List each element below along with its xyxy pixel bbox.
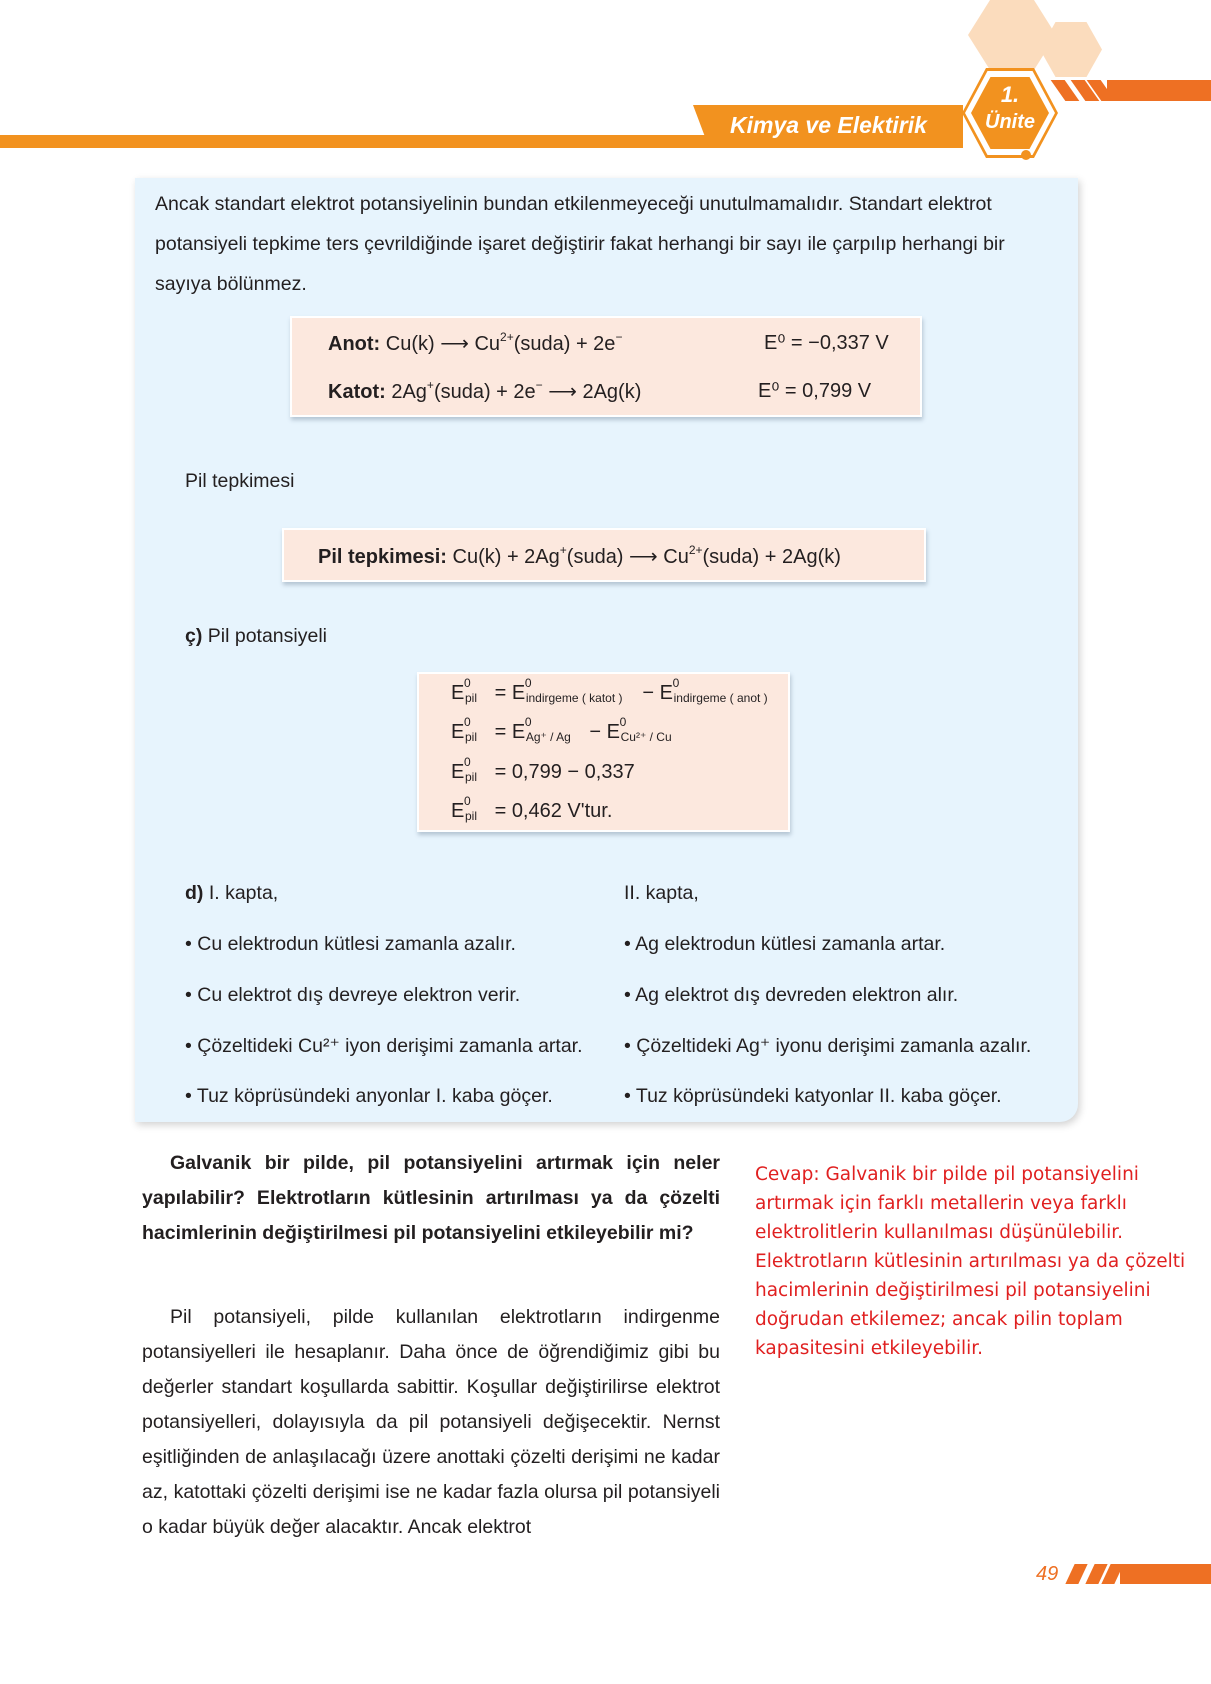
cell-reaction-equation [318, 543, 841, 569]
unit-label: Ünite [985, 111, 1035, 133]
charge-sup: 2+ [688, 543, 703, 557]
equals: = [494, 721, 507, 743]
subscript: pil [465, 691, 478, 705]
subscript: Cu²⁺ / Cu [620, 730, 672, 744]
cell-reaction-box [282, 528, 926, 582]
footer-bar [1120, 1564, 1211, 1584]
unit-badge-dot [1021, 150, 1031, 160]
anot-potential: E⁰ = −0,337 V [764, 332, 889, 354]
page-number: 49 [1036, 1563, 1059, 1585]
charge-sup: + [426, 378, 434, 392]
list-item: • Tuz köprüsündeki anyonlar I. kaba göçer. [185, 1085, 553, 1107]
charge-sup: − [535, 378, 543, 392]
question-paragraph [142, 1146, 720, 1251]
section-marker: d) [185, 882, 204, 904]
minus: − [589, 721, 602, 743]
cell-potential-formula-box [417, 672, 790, 832]
equals: = [494, 761, 507, 783]
subscript: pil [465, 770, 478, 784]
superscript: 0 [524, 676, 532, 690]
cell-eq-part: (suda) + 2Ag(k) [702, 546, 841, 568]
superscript: 0 [672, 676, 680, 690]
katot-eq-part: (suda) + 2e [433, 381, 536, 403]
superscript: 0 [524, 715, 532, 729]
minus: − [642, 682, 655, 704]
list-item: • Cu elektrodun kütlesi zamanla azalır. [185, 933, 516, 955]
list-item: • Ag elektrot dış devreden elektron alır. [624, 984, 959, 1006]
pil-tepkimesi-label: Pil tepkimesi [185, 470, 295, 492]
formula-line-2 [451, 715, 687, 744]
superscript: 0 [464, 715, 471, 729]
unit-number: 1. [1000, 82, 1020, 107]
formula-value: 0,799 − 0,337 [511, 761, 635, 783]
katot-equation [328, 378, 641, 404]
chapter-title: Kimya ve Elektirik [730, 112, 927, 138]
equals: = [494, 800, 507, 822]
formula-line-3 [451, 755, 635, 784]
katot-eq-part: ⟶ 2Ag(k) [542, 381, 642, 403]
section-title: Pil potansiyeli [207, 625, 327, 647]
anot-label: Anot: [328, 333, 381, 355]
list-item: • Cu elektrot dış devreye elektron verir. [185, 984, 521, 1006]
intro-paragraph: Ancak standart elektrot potansiyelinin bundan etkilenmeyeceği unutulmamalıdır. Standart elektrot potansiyeli tepkime ters çevrildiğinde işaret değiştirir fakat herhangi bir sayı ile çarpılıp herhangi bir sayıya bölünmez. [155, 193, 1005, 295]
superscript: 0 [464, 676, 471, 690]
katot-eq-part: 2Ag [391, 381, 427, 403]
symbol-e: E [511, 682, 526, 704]
cell-reaction-label: Pil tepkimesi: [318, 546, 447, 568]
charge-sup: + [559, 543, 567, 557]
header-right-bar [1107, 80, 1211, 101]
cell-eq-part: (suda) ⟶ Cu [566, 546, 689, 568]
subscript: indirgeme ( anot ) [673, 691, 768, 705]
symbol-e: E [451, 800, 465, 822]
charge-sup: − [615, 330, 623, 344]
cell-eq-part: Cu(k) + 2Ag [452, 546, 560, 568]
header-bar [0, 135, 760, 148]
list-item: • Çözeltideki Cu²⁺ iyon derişimi zamanla artar. [185, 1035, 583, 1057]
anot-equation [328, 330, 622, 356]
anot-eq-part: Cu(k) ⟶ Cu [385, 333, 501, 355]
question-text: Galvanik bir pilde, pil potansiyelini artırmak için neler yapılabilir? Elektrotların kütlesinin artırılması ya da çözelti hacimlerinin değiştirilmesi pil potansiyelini etkileyebilir mi? [142, 1152, 720, 1244]
body-text: Pil potansiyeli, pilde kullanılan elektrotların indirgenme potansiyelleri ile hesaplanır. Daha önce de öğrendiğimiz gibi bu değerler standart koşullarda sabittir. Koşullar değiştirilirse elektrot potansiyelleri, dolayısıyla da pil potansiyeli değişecektir. Nernst eşitliğinden de anlaşılacağı üzere anottaki çözelti derişimi ne kadar az, katottaki çözelti derişimi ise ne kadar fazla olursa pil potansiyeli o kadar büyük değer alacaktır. Ancak elektrot [142, 1306, 720, 1538]
equals: = [494, 682, 507, 704]
formula-line-1 [451, 676, 770, 705]
symbol-e: E [606, 721, 620, 743]
formula-line-4 [451, 794, 613, 823]
subscript: indirgeme ( katot ) [525, 691, 623, 705]
answer-note: Cevap: Galvanik bir pilde pil potansiyelini artırmak için farklı metallerin veya farklı elektrolitlerin kullanılması düşünülebilir. Elektrotların kütlesinin artırılması ya da çözelti hacimlerinin değiştirilmesi pil potansiyelini doğrudan etkilemez; ancak pilin toplam kapasitesini etkileyebilir. [755, 1164, 1186, 1359]
container-1-title: I. kapta, [208, 882, 279, 904]
section-marker: ç) [185, 625, 203, 647]
katot-potential: E⁰ = 0,799 V [758, 380, 872, 402]
subscript: pil [465, 809, 478, 823]
anot-eq-part: (suda) + 2e [513, 333, 616, 355]
section-d-left-heading [185, 882, 278, 905]
body-paragraph [142, 1300, 720, 1545]
subscript: Ag⁺ / Ag [525, 730, 571, 744]
list-item: • Çözeltideki Ag⁺ iyonu derişimi zamanla azalır. [624, 1035, 1032, 1057]
superscript: 0 [464, 755, 471, 769]
subscript: pil [465, 730, 478, 744]
superscript: 0 [464, 794, 471, 808]
decorative-hexagon [968, 0, 1056, 70]
section-c-heading [185, 625, 327, 648]
list-item: • Ag elektrodun kütlesi zamanla artar. [624, 933, 946, 955]
symbol-e: E [451, 721, 465, 743]
footer-stripe [1065, 1564, 1087, 1584]
formula-result: 0,462 V'tur. [511, 800, 613, 822]
charge-sup: 2+ [500, 330, 514, 344]
katot-label: Katot: [328, 381, 386, 403]
half-reactions-box [290, 316, 922, 417]
list-item: • Tuz köprüsündeki katyonlar II. kaba göçer. [624, 1085, 1002, 1107]
section-d-right-heading: II. kapta, [624, 882, 699, 904]
superscript: 0 [619, 715, 627, 729]
symbol-e: E [511, 721, 526, 743]
symbol-e: E [451, 761, 465, 783]
symbol-e: E [451, 682, 465, 704]
symbol-e: E [659, 682, 673, 704]
